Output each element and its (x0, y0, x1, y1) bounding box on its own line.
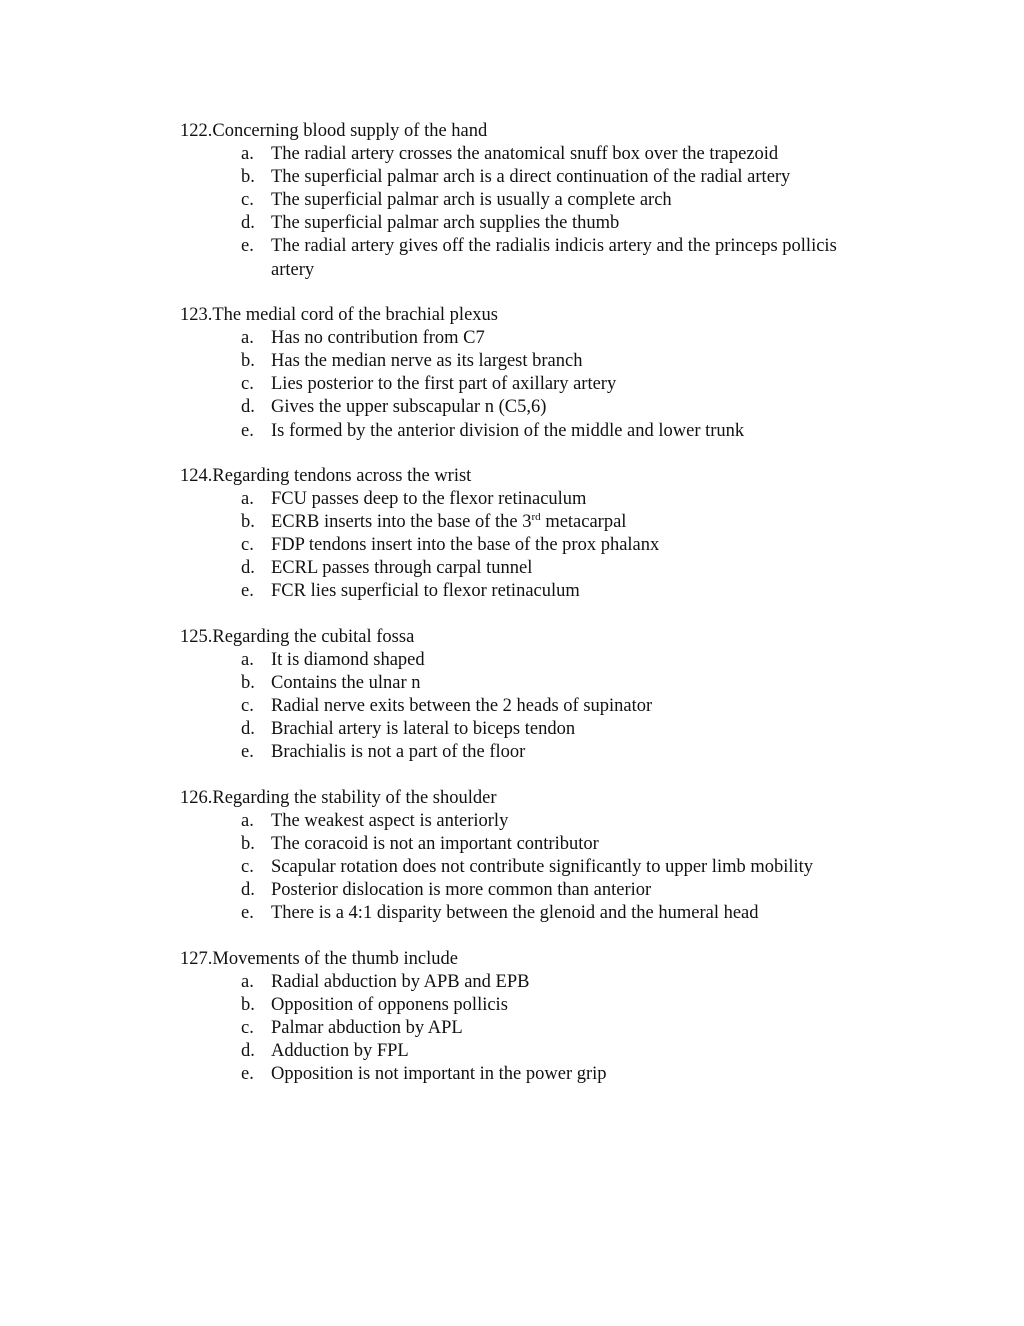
option-letter: e. (241, 903, 254, 924)
option-letter: d. (241, 397, 255, 418)
option-122-a (180, 143, 880, 166)
option-text: Has the median nerve as its largest branch (271, 351, 583, 372)
option-126-b (180, 833, 880, 856)
option-letter: c. (241, 374, 254, 395)
option-letter: b. (241, 512, 255, 533)
option-125-e (180, 741, 880, 764)
option-letter: d. (241, 213, 255, 234)
option-text: The superficial palmar arch is usually a complete arch (271, 190, 672, 211)
option-text: Radial abduction by APB and EPB (271, 971, 530, 992)
option-126-e (180, 902, 880, 925)
option-text: Opposition of opponens pollicis (271, 995, 508, 1016)
option-127-e (180, 1063, 880, 1086)
option-text: Scapular rotation does not contribute significantly to upper limb mobility (271, 857, 814, 878)
option-text: Posterior dislocation is more common than anterior (271, 880, 652, 901)
option-123-a (180, 327, 880, 350)
question-122 (180, 120, 880, 282)
option-letter: c. (241, 1018, 254, 1039)
option-text: FCR lies superficial to flexor retinaculum (271, 581, 580, 602)
question-number: 122. (180, 121, 213, 141)
option-125-d (180, 718, 880, 741)
option-124-b (180, 511, 880, 534)
option-letter: b. (241, 167, 255, 188)
option-letter: b. (241, 995, 255, 1016)
question-stem (180, 787, 880, 810)
option-letter: e. (241, 236, 254, 257)
option-text: Palmar abduction by APL (271, 1018, 463, 1039)
option-text: Radial nerve exits between the 2 heads of supinator (271, 696, 653, 717)
option-letter: c. (241, 696, 254, 717)
option-text-before: ECRB inserts into the base of the 3 (271, 512, 532, 533)
option-text: Has no contribution from C7 (271, 328, 485, 349)
option-letter: b. (241, 673, 255, 694)
question-list (180, 120, 880, 1109)
option-126-a (180, 810, 880, 833)
option-124-c (180, 534, 880, 557)
option-letter: e. (241, 420, 254, 441)
option-122-d (180, 212, 880, 235)
option-125-a (180, 649, 880, 672)
option-letter: a. (241, 328, 254, 349)
option-text: Adduction by FPL (271, 1041, 409, 1062)
option-122-b (180, 166, 880, 189)
question-127 (180, 948, 880, 1087)
option-letter: a. (241, 144, 254, 165)
question-number: 123. (180, 305, 213, 326)
option-letter: b. (241, 834, 255, 855)
question-text: Regarding the cubital fossa (212, 626, 415, 647)
option-123-e (180, 420, 880, 443)
option-letter: a. (241, 811, 254, 831)
question-number: 125. (180, 626, 213, 647)
option-text: It is diamond shaped (271, 650, 425, 671)
question-stem (180, 626, 880, 649)
option-122-e (180, 235, 880, 281)
option-124-e (180, 580, 880, 603)
option-123-d (180, 396, 880, 419)
option-text: The radial artery crosses the anatomical snuff box over the trapezoid (271, 144, 779, 165)
option-text (271, 511, 871, 534)
question-stem (180, 304, 880, 327)
question-text: The medial cord of the brachial plexus (212, 305, 498, 326)
option-text: Is formed by the anterior division of the middle and lower trunk (271, 420, 745, 441)
option-letter: d. (241, 719, 255, 740)
option-letter: c. (241, 190, 254, 211)
option-126-c (180, 856, 880, 879)
option-text: Contains the ulnar n (271, 673, 421, 694)
option-127-d (180, 1040, 880, 1063)
option-list (180, 143, 880, 282)
question-stem (180, 948, 880, 971)
question-126 (180, 787, 880, 926)
option-127-b (180, 994, 880, 1017)
option-letter: a. (241, 971, 254, 992)
option-text-after: metacarpal (540, 512, 627, 533)
option-text: Opposition is not important in the power grip (271, 1064, 607, 1085)
question-text: Regarding tendons across the wrist (212, 466, 472, 486)
option-letter: d. (241, 558, 255, 579)
option-125-c (180, 695, 880, 718)
option-letter: c. (241, 535, 254, 556)
option-123-b (180, 350, 880, 373)
question-124 (180, 465, 880, 604)
option-text: Brachial artery is lateral to biceps tendon (271, 719, 576, 740)
option-text: FDP tendons insert into the base of the prox phalanx (271, 535, 660, 556)
option-125-b (180, 672, 880, 695)
option-124-d (180, 557, 880, 580)
option-text: ECRL passes through carpal tunnel (271, 558, 533, 579)
option-127-a (180, 971, 880, 994)
option-list (180, 649, 880, 764)
option-letter: b. (241, 351, 255, 372)
option-letter: a. (241, 489, 254, 510)
question-stem (180, 120, 880, 143)
option-text: The superficial palmar arch supplies the thumb (271, 213, 620, 234)
question-number: 126. (180, 787, 213, 808)
option-list (180, 971, 880, 1086)
ordinal-superscript: rd (531, 511, 541, 524)
option-letter: c. (241, 857, 254, 878)
option-text: The superficial palmar arch is a direct continuation of the radial artery (271, 167, 791, 188)
question-125 (180, 626, 880, 765)
option-text: There is a 4:1 disparity between the glenoid and the humeral head (271, 903, 759, 924)
option-text: Brachialis is not a part of the floor (271, 742, 526, 763)
option-123-c (180, 373, 880, 396)
option-text: The coracoid is not an important contributor (271, 834, 599, 855)
question-number: 124. (180, 466, 213, 486)
question-stem (180, 465, 880, 488)
option-122-c (180, 189, 880, 212)
option-124-a (180, 488, 880, 511)
option-126-d (180, 879, 880, 902)
option-text: The radial artery gives off the radialis indicis artery and the princeps pollicis artery (271, 236, 837, 280)
option-list (180, 327, 880, 442)
question-text: Movements of the thumb include (212, 948, 458, 969)
question-text: Regarding the stability of the shoulder (212, 787, 497, 808)
option-text: The weakest aspect is anteriorly (271, 811, 509, 831)
option-list (180, 488, 880, 603)
option-text: Lies posterior to the first part of axillary artery (271, 374, 617, 395)
option-letter: e. (241, 742, 254, 763)
question-number: 127. (180, 948, 213, 969)
option-text: Gives the upper subscapular n (C5,6) (271, 397, 547, 418)
option-127-c (180, 1017, 880, 1040)
option-list (180, 810, 880, 925)
option-letter: d. (241, 1041, 255, 1062)
question-text: Concerning blood supply of the hand (212, 121, 488, 141)
option-letter: e. (241, 1064, 254, 1085)
option-letter: d. (241, 880, 255, 901)
option-letter: e. (241, 581, 254, 602)
option-text: FCU passes deep to the flexor retinaculum (271, 489, 587, 510)
option-letter: a. (241, 650, 254, 671)
question-123 (180, 304, 880, 443)
